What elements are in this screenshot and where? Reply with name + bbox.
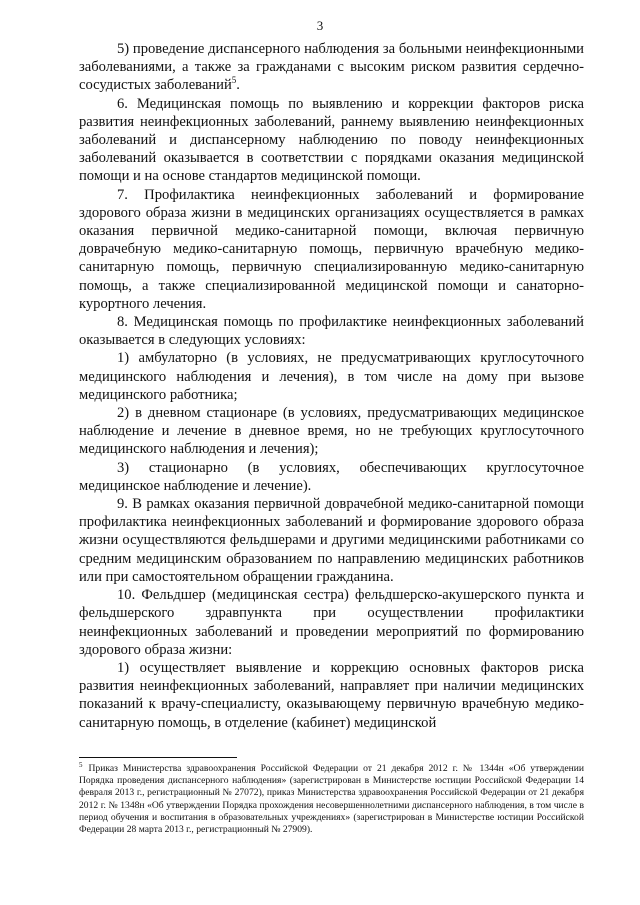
footnote-reference: 5 [231, 75, 237, 86]
paragraph-6: 6. Медицинская помощь по выявлению и коррекции факторов риска развития неинфекционных заболеваний, раннему выявлению неинфекционных заболеваний и диспансерному наблюдению по поводу неинфекционных заболеваний оказывается в соответствии с порядками оказания медицинской помощи и на основе стандартов медицинской помощи. [79, 95, 584, 185]
paragraph-5-dispensary [79, 40, 584, 95]
footnote-mark: 5 [79, 760, 83, 769]
paragraph-10: 10. Фельдшер (медицинская сестра) фельдшерско-акушерского пункта и фельдшерского здравпункта при осуществлении профилактики неинфекционных заболеваний и проведении мероприятий по формированию здорового образа жизни: [79, 587, 584, 658]
paragraph-8-item-3: 3) стационарно (в условиях, обеспечивающих круглосуточное медицинское наблюдение и лечение). [79, 459, 584, 494]
page-number: 3 [316, 18, 324, 33]
paragraph-9: 9. В рамках оказания первичной доврачебной медико-санитарной помощи профилактика неинфекционных заболеваний и формирование здорового образа жизни осуществляются фельдшерами и другими медицинскими работниками со средним медицинским образованием по направлению медицинских работников или при самостоятельном обращении гражданина. [79, 496, 584, 585]
paragraph-tail: . [236, 77, 240, 94]
paragraph-8: 8. Медицинская помощь по профилактике неинфекционных заболеваний оказывается в следующих условиях: [79, 314, 584, 349]
paragraph-8-item-2: 2) в дневном стационаре (в условиях, предусматривающих медицинское наблюдение и лечение в дневное время, но не требующих круглосуточного медицинского наблюдения и лечения); [79, 405, 584, 458]
footnote-divider [79, 757, 237, 758]
paragraph-10-item-1: 1) осуществляет выявление и коррекцию основных факторов риска развития неинфекционных заболеваний, направляет при наличии медицинских показаний к врачу-специалисту, оказывающему первичную врачебную медико-санитарную помощь, в отделение (кабинет) медицинской [79, 659, 584, 731]
footnote-text: Приказ Министерства здравоохранения Российской Федерации от 21 декабря 2012 г. № 1344н «Об утверждении Порядка проведения диспансерного наблюдения» (зарегистрирован в Министерстве юстиции Российской Федерации 14 февраля 2013 г., регистрационный № 27072), приказ Министерства здравоохранения Российской Федерации от 21 декабря 2012 г. № 1348н «Об утверждении Порядка прохождения несовершеннолетними диспансерного наблюдения, в том числе в период обучения и воспитания в образовательных учреждениях» (зарегистрирован в Министерстве юстиции Российской Федерации 28 марта 2013 г., регистрационный № 27909). [79, 763, 584, 836]
footnote [79, 760, 584, 836]
body-text [79, 40, 584, 732]
paragraph-7: 7. Профилактика неинфекционных заболеваний и формирование здорового образа жизни в медицинских организациях осуществляется в рамках оказания первичной медико-санитарной помощи, включая первичную доврачебную медико-санитарную помощь, первичную врачебную медико-санитарную помощь, первичную специализированную медико-санитарную помощь, а также специализированной медицинской помощи и санаторно-курортного лечения. [79, 186, 584, 312]
paragraph-8-item-1: 1) амбулаторно (в условиях, не предусматривающих круглосуточного медицинского наблюдения и лечения), в том числе на дому при вызове медицинского работника; [79, 350, 584, 403]
paragraph-text: 5) проведение диспансерного наблюдения за больными неинфекционными заболеваниями, а также за гражданами с высоким риском развития сердечно-сосудистых заболеваний [79, 41, 584, 94]
